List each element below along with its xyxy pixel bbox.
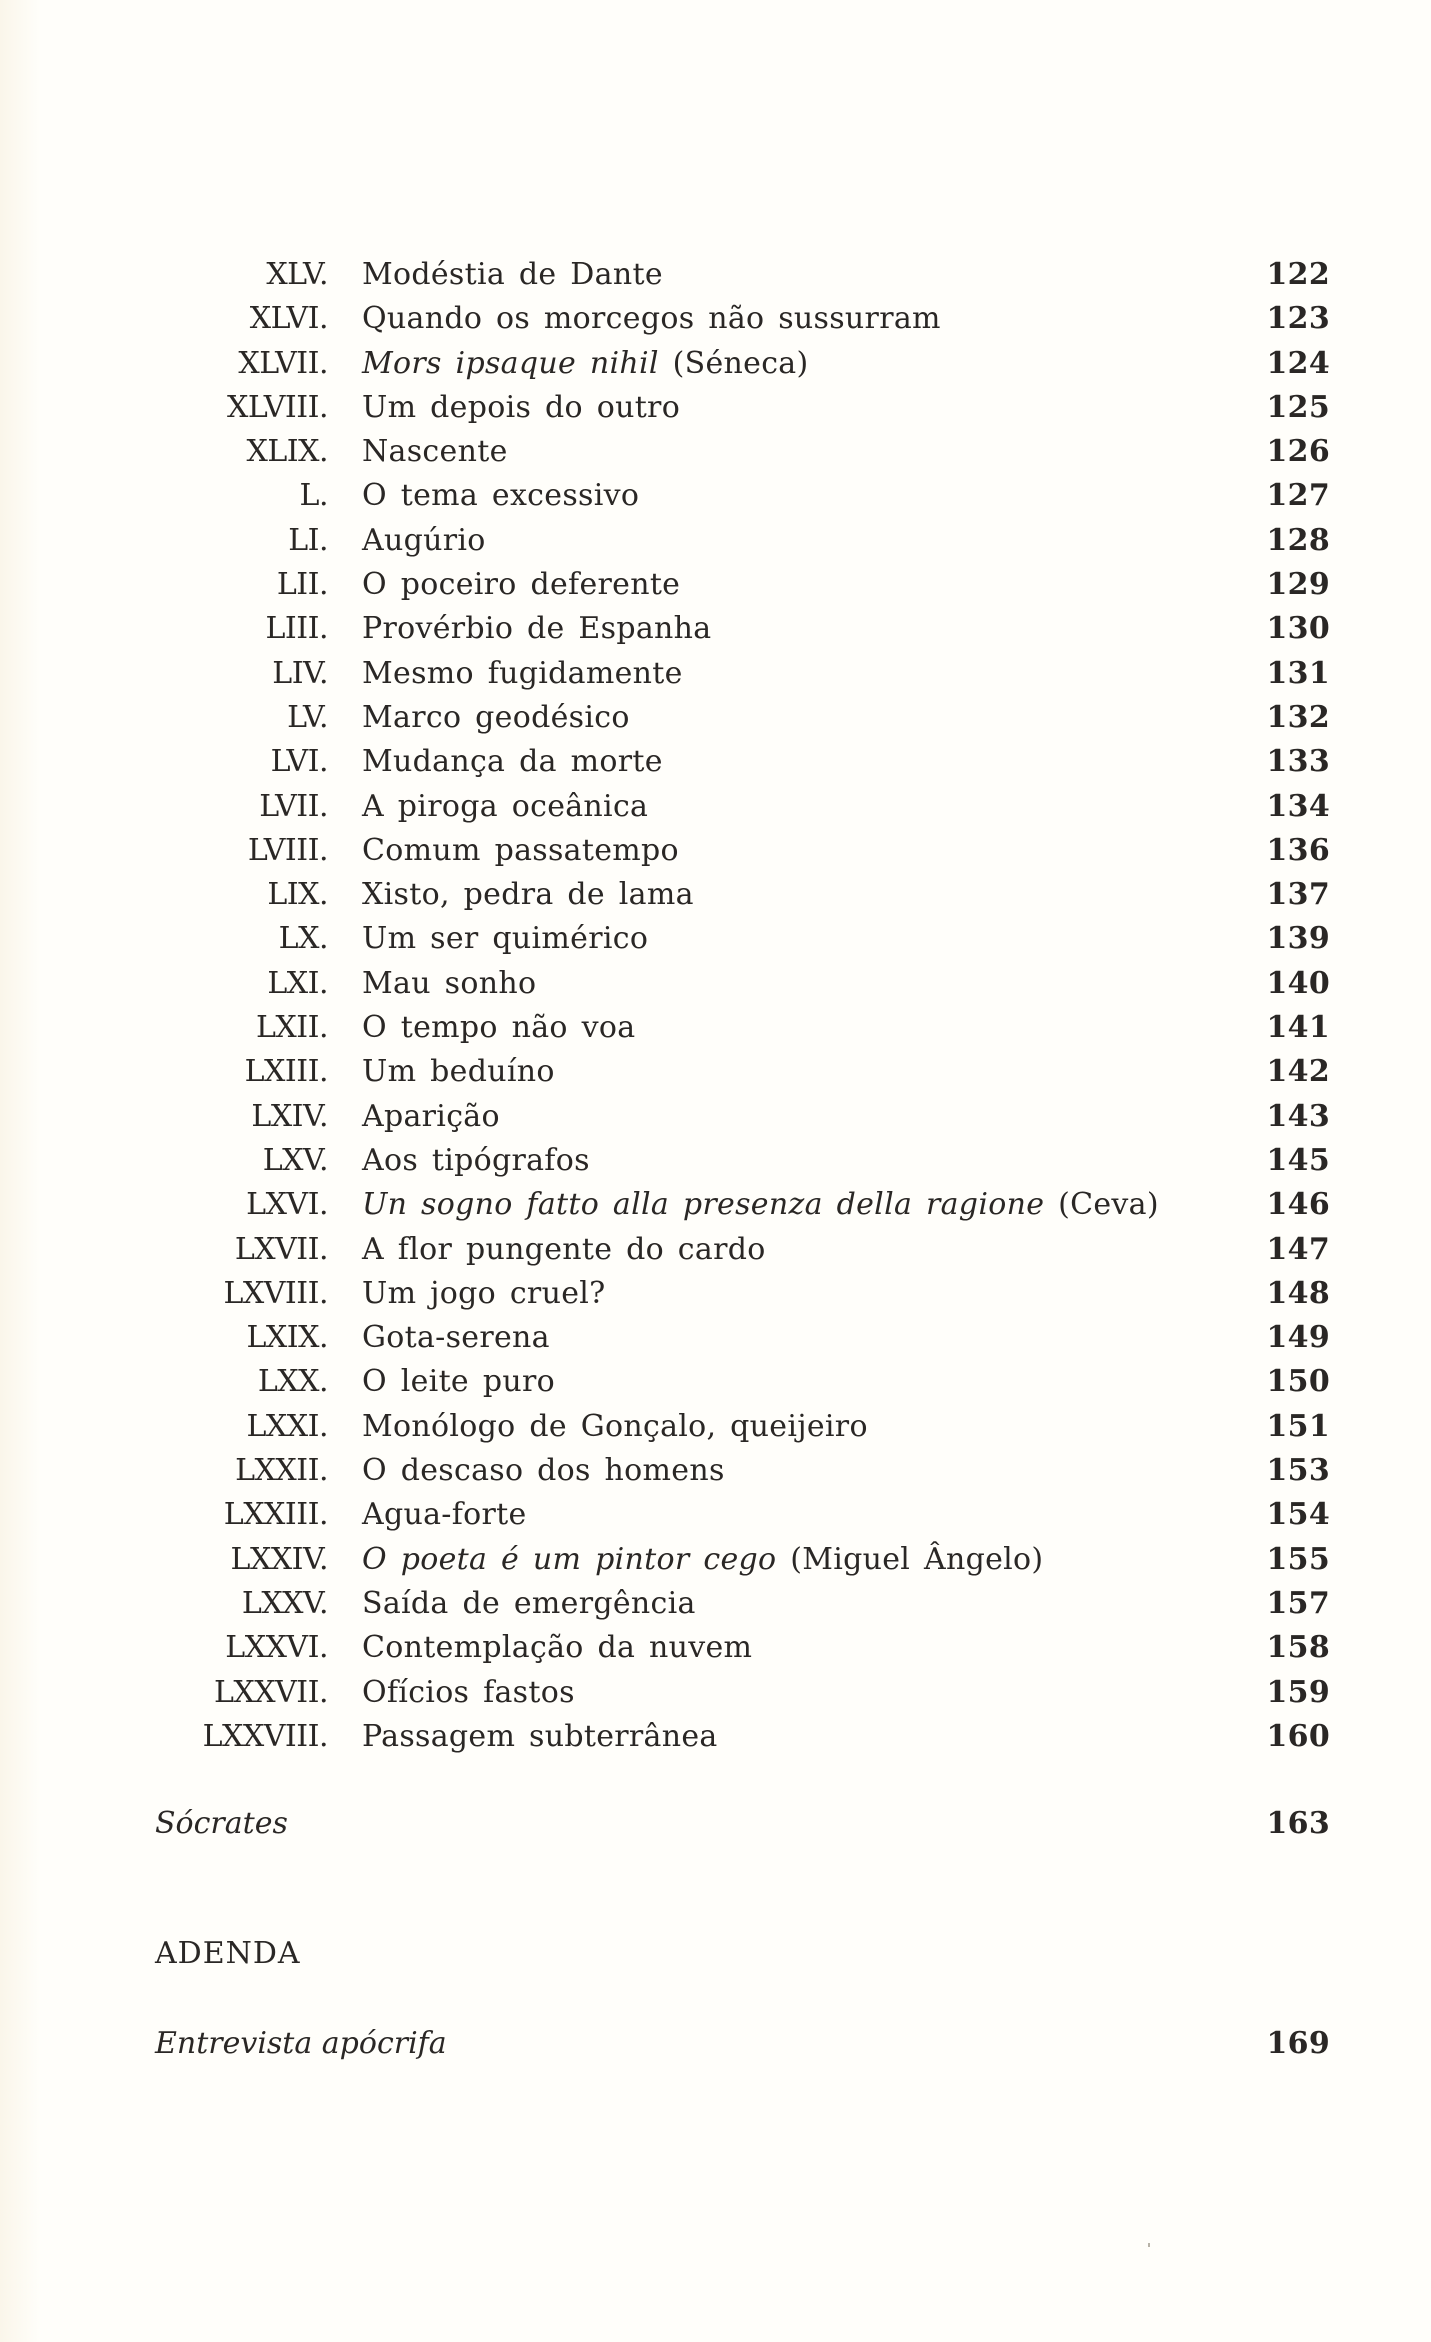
toc-entry-page: 130 xyxy=(1266,611,1330,647)
toc-entry-number: LXVI. xyxy=(246,1187,328,1223)
toc-entry-page: 159 xyxy=(1266,1674,1330,1710)
toc-entry-title-text: Augúrio xyxy=(362,522,486,558)
toc-entry-page: 131 xyxy=(1266,655,1330,691)
toc-entry xyxy=(150,1582,1330,1626)
toc-entry-number: LXIV. xyxy=(251,1098,328,1134)
toc-entry-page: 122 xyxy=(1266,257,1330,292)
toc-entry-title-text: Monólogo de Gonçalo, queijeiro xyxy=(362,1408,868,1444)
toc-entry-title-text: Mudança da morte xyxy=(362,744,663,780)
toc-entry-title xyxy=(362,696,630,740)
toc-entry-number: LVII. xyxy=(259,788,328,824)
toc-entry-page: 149 xyxy=(1266,1320,1330,1356)
toc-entry-title xyxy=(362,1316,550,1360)
toc-entry xyxy=(150,917,1330,961)
toc-entry-number: LXXVI. xyxy=(225,1630,328,1666)
toc-entry-title xyxy=(362,829,679,873)
toc-entry-number: LXXVII. xyxy=(213,1674,328,1710)
toc-entry-page: 143 xyxy=(1266,1098,1330,1134)
toc-entry-page: 163 xyxy=(1266,1806,1330,1841)
toc-entry-title xyxy=(362,253,663,297)
toc-entry-number: LXIII. xyxy=(244,1054,328,1090)
toc-entry-title xyxy=(362,430,508,474)
toc-entry-page: 158 xyxy=(1266,1630,1330,1666)
toc-entry xyxy=(150,1405,1330,1449)
toc-entry xyxy=(150,563,1330,607)
toc-entry xyxy=(150,873,1330,917)
toc-entry xyxy=(150,342,1330,386)
toc-entry-title-attribution: (Séneca) xyxy=(658,345,809,381)
toc-entry-title-text: Um depois do outro xyxy=(362,389,681,425)
toc-entry-title-text: O leite puro xyxy=(362,1364,555,1400)
toc-entry-title-text: Modéstia de Dante xyxy=(362,257,663,292)
toc-entry-title-text: Saída de emergência xyxy=(362,1585,696,1621)
toc-entry-title xyxy=(362,1626,752,1670)
toc-entry-title-text: Quando os morcegos não sussurram xyxy=(362,301,941,337)
toc-entry-title-text: Aos tipógrafos xyxy=(362,1142,590,1178)
toc-entry-page: 142 xyxy=(1266,1054,1330,1090)
toc-entry-page: 134 xyxy=(1266,788,1330,824)
toc-entry-title xyxy=(362,474,639,518)
toc-entry-number: LXII. xyxy=(255,1010,328,1046)
toc-entry-page: 147 xyxy=(1266,1231,1330,1267)
toc-entry-title-text: Mau sonho xyxy=(362,965,537,1001)
toc-entry xyxy=(150,1715,1330,1759)
page-edge-shadow xyxy=(0,0,40,2342)
toc-entry xyxy=(150,829,1330,873)
toc-entry xyxy=(150,1316,1330,1360)
toc-entry xyxy=(150,785,1330,829)
toc-entry-title: Entrevista apócrifa xyxy=(155,2026,447,2061)
toc-entry xyxy=(150,1183,1330,1227)
toc-entry xyxy=(150,386,1330,430)
toc-entry-page: 124 xyxy=(1266,345,1330,381)
toc-entry xyxy=(150,1671,1330,1715)
toc-entry-title xyxy=(362,873,694,917)
toc-entry-page: 154 xyxy=(1266,1497,1330,1533)
toc-entry-title-attribution: (Miguel Ângelo) xyxy=(776,1541,1044,1577)
toc-entry-number: LXXI. xyxy=(246,1408,328,1444)
table-of-contents xyxy=(150,253,1330,1759)
toc-entry-title xyxy=(362,1228,766,1272)
toc-entry-number: LXI. xyxy=(267,965,328,1001)
toc-entry-title-text: Gota-serena xyxy=(362,1320,550,1356)
toc-entry-title: Sócrates xyxy=(155,1806,288,1841)
toc-entry-title xyxy=(362,342,809,386)
toc-entry-title-text: Aparição xyxy=(362,1098,500,1134)
toc-entry-number: LXVIII. xyxy=(223,1275,328,1311)
toc-entry-page: 140 xyxy=(1266,965,1330,1001)
toc-entry-title xyxy=(362,1449,725,1493)
toc-entry-page: 123 xyxy=(1266,301,1330,337)
toc-entry-title-text: Ofícios fastos xyxy=(362,1674,575,1710)
toc-entry-title-text: O tempo não voa xyxy=(362,1010,636,1046)
toc-entry-number: LII. xyxy=(276,567,328,603)
toc-entry-title-text: A piroga oceânica xyxy=(362,788,649,824)
toc-entry-title-text: Marco geodésico xyxy=(362,699,630,735)
toc-entry xyxy=(150,1228,1330,1272)
toc-entry-page: 137 xyxy=(1266,877,1330,913)
toc-entry-title xyxy=(362,563,680,607)
toc-entry xyxy=(150,1493,1330,1537)
toc-entry-title xyxy=(362,1050,555,1094)
toc-entry xyxy=(150,519,1330,563)
toc-entry xyxy=(150,1006,1330,1050)
toc-entry-title xyxy=(362,652,683,696)
toc-entry xyxy=(150,696,1330,740)
toc-entry-page: 129 xyxy=(1266,567,1330,603)
toc-entry-number: XLVI. xyxy=(249,301,328,337)
toc-entry-page: 151 xyxy=(1266,1408,1330,1444)
toc-entry xyxy=(150,1050,1330,1094)
toc-entry-number: L. xyxy=(299,478,328,514)
toc-entry-title-text: Comum passatempo xyxy=(362,832,679,868)
toc-entry-number: LXXII. xyxy=(235,1453,328,1489)
toc-entry-page: 136 xyxy=(1266,832,1330,868)
toc-entry-number: LIII. xyxy=(265,611,328,647)
toc-entry-number: LXVII. xyxy=(234,1231,328,1267)
toc-entry-number: LXV. xyxy=(262,1142,328,1178)
toc-entry xyxy=(150,430,1330,474)
toc-entry-page: 150 xyxy=(1266,1364,1330,1400)
toc-entry-title xyxy=(362,740,663,784)
toc-entry xyxy=(150,297,1330,341)
toc-entry-number: LIV. xyxy=(272,655,328,691)
toc-entry-number: LXXIV. xyxy=(230,1541,328,1577)
toc-entry-page: 169 xyxy=(1266,2026,1330,2061)
toc-entry-title xyxy=(362,1538,1043,1582)
toc-entry-title xyxy=(362,1006,635,1050)
toc-entry-page: 126 xyxy=(1266,434,1330,470)
toc-entry-number: LIX. xyxy=(267,877,328,913)
toc-entry-number: LVIII. xyxy=(247,832,328,868)
toc-entry-page: 160 xyxy=(1266,1718,1330,1754)
toc-entry-number: XLIX. xyxy=(246,434,328,470)
toc-entry-number: LXX. xyxy=(257,1364,328,1400)
toc-entry-title-italic: Un sogno fatto alla presenza della ragione xyxy=(362,1187,1045,1223)
toc-entry-title xyxy=(362,1582,696,1626)
toc-entry-title xyxy=(362,1360,555,1404)
toc-entry-title xyxy=(362,1139,590,1183)
toc-entry xyxy=(150,1449,1330,1493)
toc-entry xyxy=(150,740,1330,784)
toc-entry-title-text: O descaso dos homens xyxy=(362,1453,725,1489)
toc-entry xyxy=(150,474,1330,518)
toc-entry-title-text: Um beduíno xyxy=(362,1054,555,1090)
toc-entry-number: XLVII. xyxy=(238,345,328,381)
toc-entry-title xyxy=(362,1095,500,1139)
toc-entry-page: 139 xyxy=(1266,921,1330,957)
toc-entry-page: 141 xyxy=(1266,1010,1330,1046)
toc-entry-title-italic: Mors ipsaque nihil xyxy=(362,345,659,381)
toc-entry-title-text: O tema excessivo xyxy=(362,478,640,514)
toc-entry-page: 155 xyxy=(1266,1541,1330,1577)
toc-entry-title xyxy=(362,962,536,1006)
toc-entry-title-text: Provérbio de Espanha xyxy=(362,611,712,647)
toc-entry-title xyxy=(362,607,711,651)
toc-entry-title xyxy=(362,1183,1159,1227)
toc-entry-page: 128 xyxy=(1266,522,1330,558)
toc-entry xyxy=(150,1360,1330,1404)
toc-entry xyxy=(150,1626,1330,1670)
toc-entry-title-text: O poceiro deferente xyxy=(362,567,681,603)
toc-entry-title-text: Mesmo fugidamente xyxy=(362,655,683,691)
toc-entry-page: 146 xyxy=(1266,1187,1330,1223)
toc-entry-number: XLVIII. xyxy=(227,389,328,425)
toc-entry-number: LI. xyxy=(288,522,328,558)
toc-entry-page: 127 xyxy=(1266,478,1330,514)
toc-entry-number: LXIX. xyxy=(246,1320,328,1356)
toc-entry-title xyxy=(362,917,648,961)
toc-entry-title xyxy=(362,785,648,829)
toc-entry-title-text: Um jogo cruel? xyxy=(362,1275,606,1311)
toc-entry-number: LX. xyxy=(278,921,328,957)
toc-entry xyxy=(150,253,1330,297)
toc-entry-title-text: Xisto, pedra de lama xyxy=(362,877,694,913)
toc-entry xyxy=(150,1139,1330,1183)
toc-entry-title xyxy=(362,297,941,341)
toc-entry xyxy=(150,1272,1330,1316)
toc-entry-number: LV. xyxy=(287,699,328,735)
toc-entry-title-attribution: (Ceva) xyxy=(1044,1187,1159,1223)
toc-entry xyxy=(150,652,1330,696)
toc-entry-page: 148 xyxy=(1266,1275,1330,1311)
paper-speck xyxy=(1148,2243,1150,2247)
toc-entry xyxy=(150,962,1330,1006)
toc-entry-number: LXXVIII. xyxy=(202,1718,328,1754)
toc-entry-page: 145 xyxy=(1266,1142,1330,1178)
toc-entry-page: 125 xyxy=(1266,389,1330,425)
toc-entry-page: 153 xyxy=(1266,1453,1330,1489)
toc-entry-title xyxy=(362,1671,575,1715)
toc-entry-page: 133 xyxy=(1266,744,1330,780)
toc-entry-number: XLV. xyxy=(266,257,328,292)
toc-entry-number: LVI. xyxy=(270,744,328,780)
toc-entry-page: 157 xyxy=(1266,1585,1330,1621)
toc-entry-number: LXXIII. xyxy=(223,1497,328,1533)
toc-entry xyxy=(150,1538,1330,1582)
toc-entry-title-text: Passagem subterrânea xyxy=(362,1718,718,1754)
toc-entry-title-italic: O poeta é um pintor cego xyxy=(362,1541,777,1577)
toc-entry xyxy=(150,607,1330,651)
toc-entry-title-text: Nascente xyxy=(362,434,508,470)
toc-entry-title-text: Contemplação da nuvem xyxy=(362,1630,753,1666)
toc-entry-title xyxy=(362,1272,606,1316)
toc-entry xyxy=(150,1095,1330,1139)
toc-entry-page: 132 xyxy=(1266,699,1330,735)
toc-entry-title-text: Agua-forte xyxy=(362,1497,527,1533)
toc-entry-title xyxy=(362,386,680,430)
toc-entry-title xyxy=(362,519,486,563)
toc-entry-number: LXXV. xyxy=(241,1585,328,1621)
toc-entry-title xyxy=(362,1493,527,1537)
toc-entry-title-text: Um ser quimérico xyxy=(362,921,649,957)
section-heading-text: ADENDA xyxy=(155,1936,301,1971)
toc-entry-title xyxy=(362,1715,718,1759)
toc-entry-title xyxy=(362,1405,868,1449)
toc-entry-title-text: A flor pungente do cardo xyxy=(362,1231,766,1267)
